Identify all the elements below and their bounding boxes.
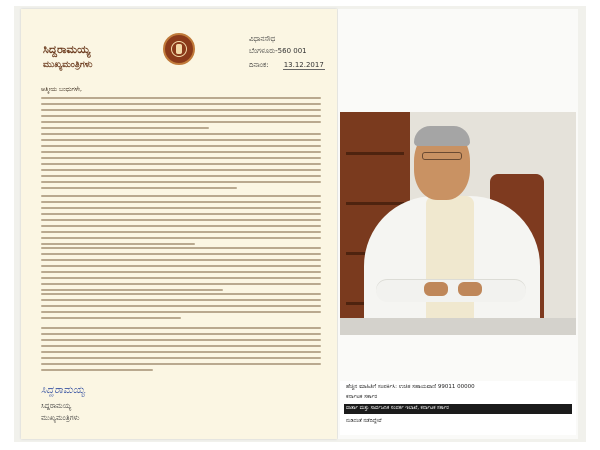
sender-title: ಮುಖ್ಯಮಂತ್ರಿಗಳು xyxy=(43,60,93,70)
salutation: ಆತ್ಮೀಯ ಬಂಧುಗಳೇ, xyxy=(41,86,82,93)
desk xyxy=(340,318,576,335)
handwritten-signature: ಸಿದ್ದರಾಮಯ್ಯ xyxy=(41,385,86,396)
folded-arms xyxy=(376,280,526,302)
office-address-line1: ವಿಧಾನಸೌಧ xyxy=(249,35,276,43)
letter-paragraph-1 xyxy=(41,97,321,133)
closing-title: ಮುಖ್ಯಮಂತ್ರಿಗಳು xyxy=(41,414,80,422)
portrait-photo xyxy=(340,112,576,335)
letter-paragraph-2 xyxy=(41,133,321,193)
date-label: ದಿನಾಂಕ: xyxy=(249,61,269,69)
state-emblem-icon xyxy=(163,33,195,65)
letter-paragraph-4 xyxy=(41,247,321,295)
govt-label: ಕರ್ನಾಟಕ ಸರ್ಕಾರ xyxy=(346,394,378,400)
helpline-text: ಹೆಚ್ಚಿನ ಮಾಹಿತಿಗೆ ಸಂಪರ್ಕಿಸಿ: ಉಚಿತ ಸಹಾಯವಾಣಿ 99011 00000 xyxy=(346,384,475,390)
letter-paragraph-3 xyxy=(41,195,321,249)
letter-paragraph-6 xyxy=(41,327,321,375)
letter-date xyxy=(249,61,325,70)
letter-paragraph-5 xyxy=(41,293,321,323)
slogan-text: ನುಡಿದಂತೆ ನಡೆದಿದ್ದೇವೆ xyxy=(346,418,382,424)
sender-name: ಸಿದ್ದರಾಮಯ್ಯ xyxy=(43,43,91,56)
letter-page xyxy=(21,9,337,439)
photo-page xyxy=(338,9,578,439)
glasses-icon xyxy=(422,152,462,160)
contact-info-box xyxy=(340,381,576,435)
office-address-line2: ಬೆಂಗಳೂರು-560 001 xyxy=(249,47,307,55)
closing-name: ಸಿದ್ದರಾಮಯ್ಯ xyxy=(41,402,72,410)
date-value: 13.12.2017 xyxy=(283,61,324,69)
department-text: ವಾರ್ತಾ ಮತ್ತು ಸಾರ್ವಜನಿಕ ಸಂಪರ್ಕ ಇಲಾಖೆ, ಕರ್ನಾಟಕ ಸರ್ಕಾರ xyxy=(346,405,449,411)
